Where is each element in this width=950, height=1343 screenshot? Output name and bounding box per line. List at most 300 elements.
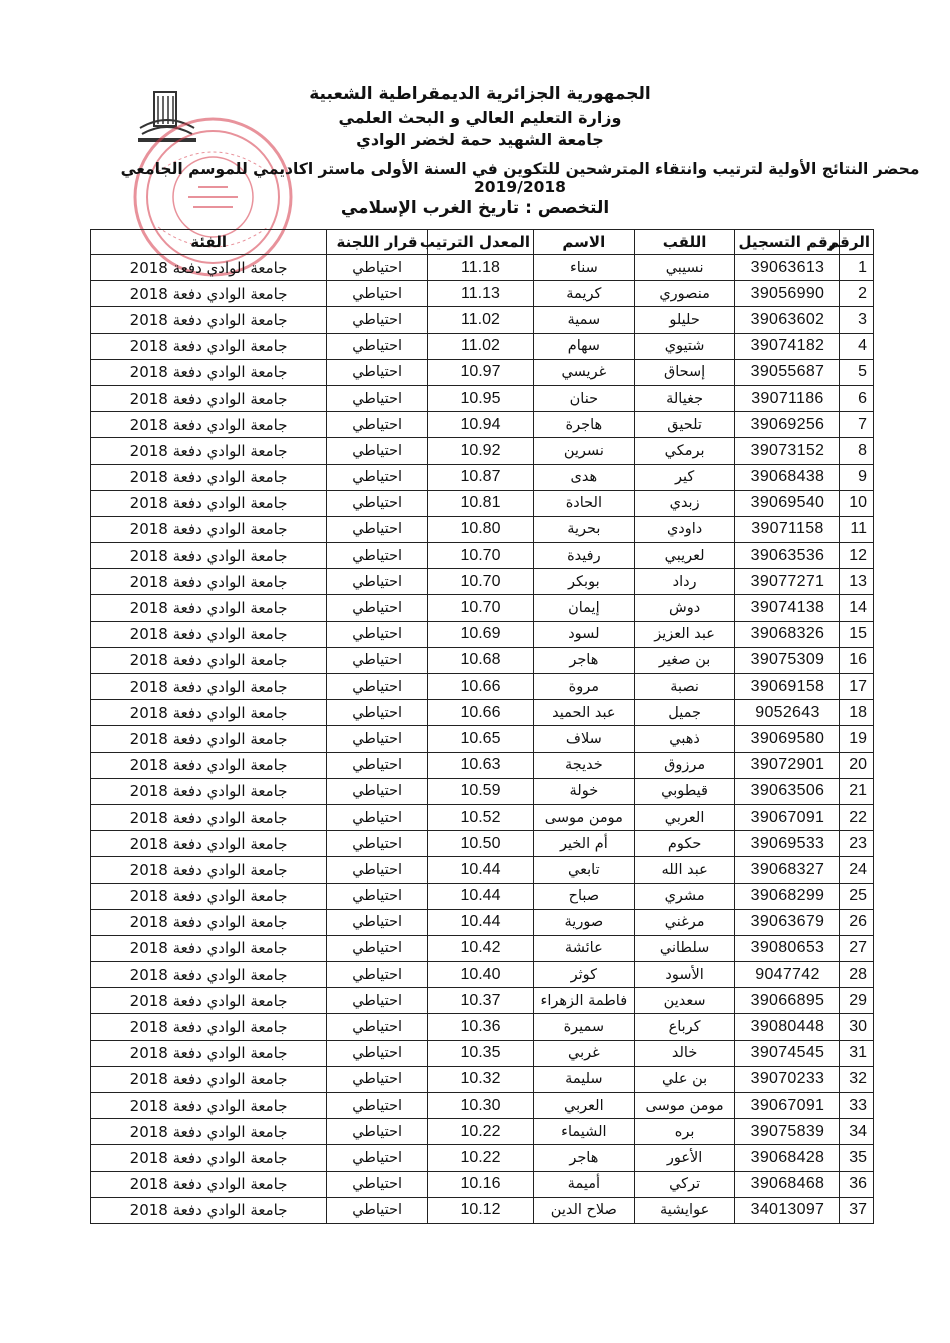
category-cell: جامعة الوادي دفعة 2018 [91, 385, 327, 411]
last-name-cell: دوش [634, 595, 735, 621]
committee-decision-cell: احتياطي [327, 726, 428, 752]
first-name-cell: بحرية [533, 516, 634, 542]
committee-decision-cell: احتياطي [327, 255, 428, 281]
category-cell: جامعة الوادي دفعة 2018 [91, 281, 327, 307]
row-number-cell: 27 [840, 935, 874, 961]
last-name-cell: منصوري [634, 281, 735, 307]
average-score-cell: 11.13 [427, 281, 533, 307]
last-name-cell: نصبة [634, 674, 735, 700]
table-row [91, 700, 874, 726]
table-row [91, 988, 874, 1014]
first-name-cell: لسود [533, 621, 634, 647]
average-score-cell: 10.59 [427, 778, 533, 804]
row-number-cell: 36 [840, 1171, 874, 1197]
last-name-cell: إسحاق [634, 359, 735, 385]
row-number-cell: 2 [840, 281, 874, 307]
table-row [91, 674, 874, 700]
committee-decision-cell: احتياطي [327, 543, 428, 569]
table-row [91, 883, 874, 909]
last-name-cell: جغيالة [634, 385, 735, 411]
row-number-cell: 15 [840, 621, 874, 647]
last-name-cell: لعريبي [634, 543, 735, 569]
last-name-cell: الأعور [634, 1145, 735, 1171]
first-name-cell: عائشة [533, 935, 634, 961]
registration-number-cell: 39068327 [735, 857, 840, 883]
last-name-cell: عبد الله [634, 857, 735, 883]
last-name-cell: مرزوق [634, 752, 735, 778]
average-score-cell: 10.37 [427, 988, 533, 1014]
registration-number-cell: 39074182 [735, 333, 840, 359]
average-score-cell: 10.69 [427, 621, 533, 647]
registration-number-cell: 39070233 [735, 1066, 840, 1092]
average-score-cell: 10.68 [427, 647, 533, 673]
row-number-cell: 7 [840, 412, 874, 438]
committee-decision-cell: احتياطي [327, 909, 428, 935]
first-name-cell: هاجر [533, 647, 634, 673]
row-number-cell: 33 [840, 1093, 874, 1119]
average-score-cell: 10.32 [427, 1066, 533, 1092]
average-score-cell: 10.80 [427, 516, 533, 542]
last-name-cell: الأسود [634, 962, 735, 988]
last-name-cell: داودي [634, 516, 735, 542]
committee-decision-cell: احتياطي [327, 438, 428, 464]
table-row [91, 385, 874, 411]
category-cell: جامعة الوادي دفعة 2018 [91, 1014, 327, 1040]
university-title: جامعة الشهيد حمة لخضر الوادي [356, 130, 604, 149]
registration-number-cell: 39063536 [735, 543, 840, 569]
average-score-cell: 11.02 [427, 307, 533, 333]
row-number-cell: 22 [840, 804, 874, 830]
table-header-row [91, 230, 874, 255]
row-number-cell: 8 [840, 438, 874, 464]
registration-number-cell: 9052643 [735, 700, 840, 726]
first-name-cell: سميرة [533, 1014, 634, 1040]
row-number-cell: 11 [840, 516, 874, 542]
committee-decision-cell: احتياطي [327, 307, 428, 333]
category-cell: جامعة الوادي دفعة 2018 [91, 647, 327, 673]
registration-number-cell: 39080448 [735, 1014, 840, 1040]
table-row [91, 1119, 874, 1145]
last-name-cell: حليلو [634, 307, 735, 333]
committee-decision-cell: احتياطي [327, 595, 428, 621]
category-cell: جامعة الوادي دفعة 2018 [91, 595, 327, 621]
average-score-cell: 10.70 [427, 569, 533, 595]
registration-number-cell: 39068326 [735, 621, 840, 647]
last-name-cell: تركي [634, 1171, 735, 1197]
column-header: الاسم [533, 230, 634, 255]
row-number-cell: 3 [840, 307, 874, 333]
category-cell: جامعة الوادي دفعة 2018 [91, 883, 327, 909]
registration-number-cell: 39063506 [735, 778, 840, 804]
row-number-cell: 13 [840, 569, 874, 595]
average-score-cell: 10.16 [427, 1171, 533, 1197]
average-score-cell: 10.36 [427, 1014, 533, 1040]
table-row [91, 569, 874, 595]
average-score-cell: 10.22 [427, 1119, 533, 1145]
last-name-cell: شتيوي [634, 333, 735, 359]
first-name-cell: مروة [533, 674, 634, 700]
last-name-cell: سلطاني [634, 935, 735, 961]
republic-title: الجمهورية الجزائرية الديمقراطية الشعبية [309, 84, 651, 104]
registration-number-cell: 39075839 [735, 1119, 840, 1145]
registration-number-cell: 39069158 [735, 674, 840, 700]
category-cell: جامعة الوادي دفعة 2018 [91, 333, 327, 359]
committee-decision-cell: احتياطي [327, 490, 428, 516]
category-cell: جامعة الوادي دفعة 2018 [91, 1119, 327, 1145]
category-cell: جامعة الوادي دفعة 2018 [91, 412, 327, 438]
last-name-cell: نسيبي [634, 255, 735, 281]
committee-decision-cell: احتياطي [327, 752, 428, 778]
committee-decision-cell: احتياطي [327, 804, 428, 830]
row-number-cell: 23 [840, 831, 874, 857]
table-row [91, 359, 874, 385]
row-number-cell: 37 [840, 1197, 874, 1223]
category-cell: جامعة الوادي دفعة 2018 [91, 857, 327, 883]
committee-decision-cell: احتياطي [327, 700, 428, 726]
average-score-cell: 10.87 [427, 464, 533, 490]
committee-decision-cell: احتياطي [327, 1066, 428, 1092]
committee-decision-cell: احتياطي [327, 647, 428, 673]
category-cell: جامعة الوادي دفعة 2018 [91, 778, 327, 804]
category-cell: جامعة الوادي دفعة 2018 [91, 255, 327, 281]
first-name-cell: الشيماء [533, 1119, 634, 1145]
category-cell: جامعة الوادي دفعة 2018 [91, 438, 327, 464]
first-name-cell: الحادة [533, 490, 634, 516]
committee-decision-cell: احتياطي [327, 1014, 428, 1040]
average-score-cell: 10.65 [427, 726, 533, 752]
committee-decision-cell: احتياطي [327, 674, 428, 700]
row-number-cell: 34 [840, 1119, 874, 1145]
average-score-cell: 10.35 [427, 1040, 533, 1066]
category-cell: جامعة الوادي دفعة 2018 [91, 543, 327, 569]
row-number-cell: 19 [840, 726, 874, 752]
results-table [90, 229, 874, 1224]
committee-decision-cell: احتياطي [327, 935, 428, 961]
row-number-cell: 6 [840, 385, 874, 411]
first-name-cell: أم الخير [533, 831, 634, 857]
registration-number-cell: 39069540 [735, 490, 840, 516]
table-row [91, 1171, 874, 1197]
last-name-cell: بن علي [634, 1066, 735, 1092]
average-score-cell: 10.30 [427, 1093, 533, 1119]
row-number-cell: 17 [840, 674, 874, 700]
last-name-cell: سعدين [634, 988, 735, 1014]
table-row [91, 281, 874, 307]
average-score-cell: 10.70 [427, 543, 533, 569]
last-name-cell: رداد [634, 569, 735, 595]
committee-decision-cell: احتياطي [327, 778, 428, 804]
column-header: الرقم [840, 230, 874, 255]
category-cell: جامعة الوادي دفعة 2018 [91, 1197, 327, 1223]
first-name-cell: حنان [533, 385, 634, 411]
column-header: اللقب [634, 230, 735, 255]
table-row [91, 412, 874, 438]
registration-number-cell: 39063602 [735, 307, 840, 333]
category-cell: جامعة الوادي دفعة 2018 [91, 909, 327, 935]
registration-number-cell: 34013097 [735, 1197, 840, 1223]
first-name-cell: صلاح الدين [533, 1197, 634, 1223]
registration-number-cell: 39069580 [735, 726, 840, 752]
category-cell: جامعة الوادي دفعة 2018 [91, 1171, 327, 1197]
row-number-cell: 16 [840, 647, 874, 673]
category-cell: جامعة الوادي دفعة 2018 [91, 516, 327, 542]
category-cell: جامعة الوادي دفعة 2018 [91, 490, 327, 516]
row-number-cell: 1 [840, 255, 874, 281]
row-number-cell: 14 [840, 595, 874, 621]
category-cell: جامعة الوادي دفعة 2018 [91, 752, 327, 778]
first-name-cell: سلاف [533, 726, 634, 752]
category-cell: جامعة الوادي دفعة 2018 [91, 1066, 327, 1092]
category-cell: جامعة الوادي دفعة 2018 [91, 307, 327, 333]
table-row [91, 1040, 874, 1066]
committee-decision-cell: احتياطي [327, 412, 428, 438]
category-cell: جامعة الوادي دفعة 2018 [91, 1145, 327, 1171]
table-row [91, 1145, 874, 1171]
average-score-cell: 10.63 [427, 752, 533, 778]
row-number-cell: 32 [840, 1066, 874, 1092]
row-number-cell: 29 [840, 988, 874, 1014]
committee-decision-cell: احتياطي [327, 359, 428, 385]
registration-number-cell: 39067091 [735, 804, 840, 830]
last-name-cell: حكوم [634, 831, 735, 857]
row-number-cell: 28 [840, 962, 874, 988]
table-row [91, 857, 874, 883]
registration-number-cell: 39068468 [735, 1171, 840, 1197]
row-number-cell: 9 [840, 464, 874, 490]
table-row [91, 935, 874, 961]
last-name-cell: جميل [634, 700, 735, 726]
category-cell: جامعة الوادي دفعة 2018 [91, 1093, 327, 1119]
category-cell: جامعة الوادي دفعة 2018 [91, 804, 327, 830]
category-cell: جامعة الوادي دفعة 2018 [91, 674, 327, 700]
first-name-cell: سليمة [533, 1066, 634, 1092]
row-number-cell: 12 [840, 543, 874, 569]
registration-number-cell: 39068299 [735, 883, 840, 909]
last-name-cell: العربي [634, 804, 735, 830]
table-row [91, 490, 874, 516]
registration-number-cell: 39072901 [735, 752, 840, 778]
row-number-cell: 30 [840, 1014, 874, 1040]
registration-number-cell: 39071158 [735, 516, 840, 542]
committee-decision-cell: احتياطي [327, 1171, 428, 1197]
category-cell: جامعة الوادي دفعة 2018 [91, 988, 327, 1014]
table-row [91, 778, 874, 804]
first-name-cell: غريسي [533, 359, 634, 385]
category-cell: جامعة الوادي دفعة 2018 [91, 935, 327, 961]
average-score-cell: 10.97 [427, 359, 533, 385]
average-score-cell: 10.94 [427, 412, 533, 438]
average-score-cell: 10.50 [427, 831, 533, 857]
column-header: الفئة [91, 230, 327, 255]
last-name-cell: برمكي [634, 438, 735, 464]
row-number-cell: 20 [840, 752, 874, 778]
committee-decision-cell: احتياطي [327, 333, 428, 359]
first-name-cell: بوبكر [533, 569, 634, 595]
last-name-cell: خالد [634, 1040, 735, 1066]
first-name-cell: رفيدة [533, 543, 634, 569]
category-cell: جامعة الوادي دفعة 2018 [91, 1040, 327, 1066]
registration-number-cell: 39066895 [735, 988, 840, 1014]
committee-decision-cell: احتياطي [327, 385, 428, 411]
registration-number-cell: 39056990 [735, 281, 840, 307]
committee-decision-cell: احتياطي [327, 464, 428, 490]
average-score-cell: 10.44 [427, 909, 533, 935]
last-name-cell: ذهبي [634, 726, 735, 752]
category-cell: جامعة الوادي دفعة 2018 [91, 569, 327, 595]
average-score-cell: 10.42 [427, 935, 533, 961]
last-name-cell: كرباع [634, 1014, 735, 1040]
first-name-cell: كريمة [533, 281, 634, 307]
last-name-cell: تلحيق [634, 412, 735, 438]
first-name-cell: صورية [533, 909, 634, 935]
average-score-cell: 10.52 [427, 804, 533, 830]
registration-number-cell: 39075309 [735, 647, 840, 673]
average-score-cell: 10.44 [427, 883, 533, 909]
table-row [91, 307, 874, 333]
first-name-cell: صباح [533, 883, 634, 909]
average-score-cell: 10.44 [427, 857, 533, 883]
registration-number-cell: 39055687 [735, 359, 840, 385]
first-name-cell: نسرين [533, 438, 634, 464]
table-row [91, 1014, 874, 1040]
category-cell: جامعة الوادي دفعة 2018 [91, 962, 327, 988]
registration-number-cell: 9047742 [735, 962, 840, 988]
first-name-cell: كوثر [533, 962, 634, 988]
category-cell: جامعة الوادي دفعة 2018 [91, 359, 327, 385]
table-row [91, 752, 874, 778]
registration-number-cell: 39063613 [735, 255, 840, 281]
column-header: قرار اللجنة [327, 230, 428, 255]
first-name-cell: أميمة [533, 1171, 634, 1197]
average-score-cell: 10.92 [427, 438, 533, 464]
registration-number-cell: 39063679 [735, 909, 840, 935]
registration-number-cell: 39068428 [735, 1145, 840, 1171]
category-cell: جامعة الوادي دفعة 2018 [91, 464, 327, 490]
row-number-cell: 10 [840, 490, 874, 516]
registration-number-cell: 39074545 [735, 1040, 840, 1066]
row-number-cell: 31 [840, 1040, 874, 1066]
last-name-cell: قيطوبي [634, 778, 735, 804]
registration-number-cell: 39069533 [735, 831, 840, 857]
table-row [91, 804, 874, 830]
first-name-cell: هاجر [533, 1145, 634, 1171]
first-name-cell: خولة [533, 778, 634, 804]
average-score-cell: 11.18 [427, 255, 533, 281]
registration-number-cell: 39074138 [735, 595, 840, 621]
average-score-cell: 10.70 [427, 595, 533, 621]
committee-decision-cell: احتياطي [327, 516, 428, 542]
table-row [91, 543, 874, 569]
last-name-cell: مشري [634, 883, 735, 909]
last-name-cell: عوايشية [634, 1197, 735, 1223]
table-row [91, 726, 874, 752]
committee-decision-cell: احتياطي [327, 569, 428, 595]
table-row [91, 438, 874, 464]
first-name-cell: سمية [533, 307, 634, 333]
table-row [91, 831, 874, 857]
table-row [91, 1093, 874, 1119]
average-score-cell: 10.95 [427, 385, 533, 411]
table-row [91, 647, 874, 673]
first-name-cell: مومن موسى [533, 804, 634, 830]
committee-decision-cell: احتياطي [327, 281, 428, 307]
average-score-cell: 11.02 [427, 333, 533, 359]
committee-decision-cell: احتياطي [327, 621, 428, 647]
table-row [91, 621, 874, 647]
committee-decision-cell: احتياطي [327, 831, 428, 857]
document-title: محضر النتائج الأولية لترتيب وانتقاء المترشحين للتكوين في السنة الأولى ماستر اكاديمي للموسم الجامعي 2019/2018 [120, 160, 920, 196]
registration-number-cell: 39080653 [735, 935, 840, 961]
last-name-cell: كير [634, 464, 735, 490]
category-cell: جامعة الوادي دفعة 2018 [91, 621, 327, 647]
registration-number-cell: 39077271 [735, 569, 840, 595]
committee-decision-cell: احتياطي [327, 883, 428, 909]
registration-number-cell: 39071186 [735, 385, 840, 411]
first-name-cell: فاطمة الزهراء [533, 988, 634, 1014]
average-score-cell: 10.12 [427, 1197, 533, 1223]
column-header: رقم التسجيل [735, 230, 840, 255]
average-score-cell: 10.22 [427, 1145, 533, 1171]
table-row [91, 962, 874, 988]
committee-decision-cell: احتياطي [327, 1040, 428, 1066]
last-name-cell: زبدي [634, 490, 735, 516]
ministry-title: وزارة التعليم العالي و البحث العلمي [338, 108, 622, 127]
committee-decision-cell: احتياطي [327, 1145, 428, 1171]
committee-decision-cell: احتياطي [327, 857, 428, 883]
first-name-cell: هاجرة [533, 412, 634, 438]
row-number-cell: 4 [840, 333, 874, 359]
last-name-cell: بن صغير [634, 647, 735, 673]
registration-number-cell: 39067091 [735, 1093, 840, 1119]
category-cell: جامعة الوادي دفعة 2018 [91, 831, 327, 857]
table-body [91, 255, 874, 1224]
average-score-cell: 10.40 [427, 962, 533, 988]
row-number-cell: 35 [840, 1145, 874, 1171]
committee-decision-cell: احتياطي [327, 962, 428, 988]
first-name-cell: تابعي [533, 857, 634, 883]
table-row [91, 516, 874, 542]
registration-number-cell: 39069256 [735, 412, 840, 438]
row-number-cell: 5 [840, 359, 874, 385]
row-number-cell: 18 [840, 700, 874, 726]
first-name-cell: خديجة [533, 752, 634, 778]
column-header: المعدل الترتيب [427, 230, 533, 255]
committee-decision-cell: احتياطي [327, 988, 428, 1014]
row-number-cell: 24 [840, 857, 874, 883]
first-name-cell: غربي [533, 1040, 634, 1066]
last-name-cell: مرغني [634, 909, 735, 935]
committee-decision-cell: احتياطي [327, 1093, 428, 1119]
table-row [91, 909, 874, 935]
first-name-cell: عبد الحميد [533, 700, 634, 726]
average-score-cell: 10.81 [427, 490, 533, 516]
last-name-cell: مومن موسى [634, 1093, 735, 1119]
table-row [91, 255, 874, 281]
committee-decision-cell: احتياطي [327, 1119, 428, 1145]
table-row [91, 1197, 874, 1223]
committee-decision-cell: احتياطي [327, 1197, 428, 1223]
table-row [91, 595, 874, 621]
first-name-cell: إيمان [533, 595, 634, 621]
registration-number-cell: 39068438 [735, 464, 840, 490]
table-row [91, 464, 874, 490]
first-name-cell: سهام [533, 333, 634, 359]
category-cell: جامعة الوادي دفعة 2018 [91, 726, 327, 752]
first-name-cell: العربي [533, 1093, 634, 1119]
average-score-cell: 10.66 [427, 674, 533, 700]
first-name-cell: سناء [533, 255, 634, 281]
table-row [91, 1066, 874, 1092]
